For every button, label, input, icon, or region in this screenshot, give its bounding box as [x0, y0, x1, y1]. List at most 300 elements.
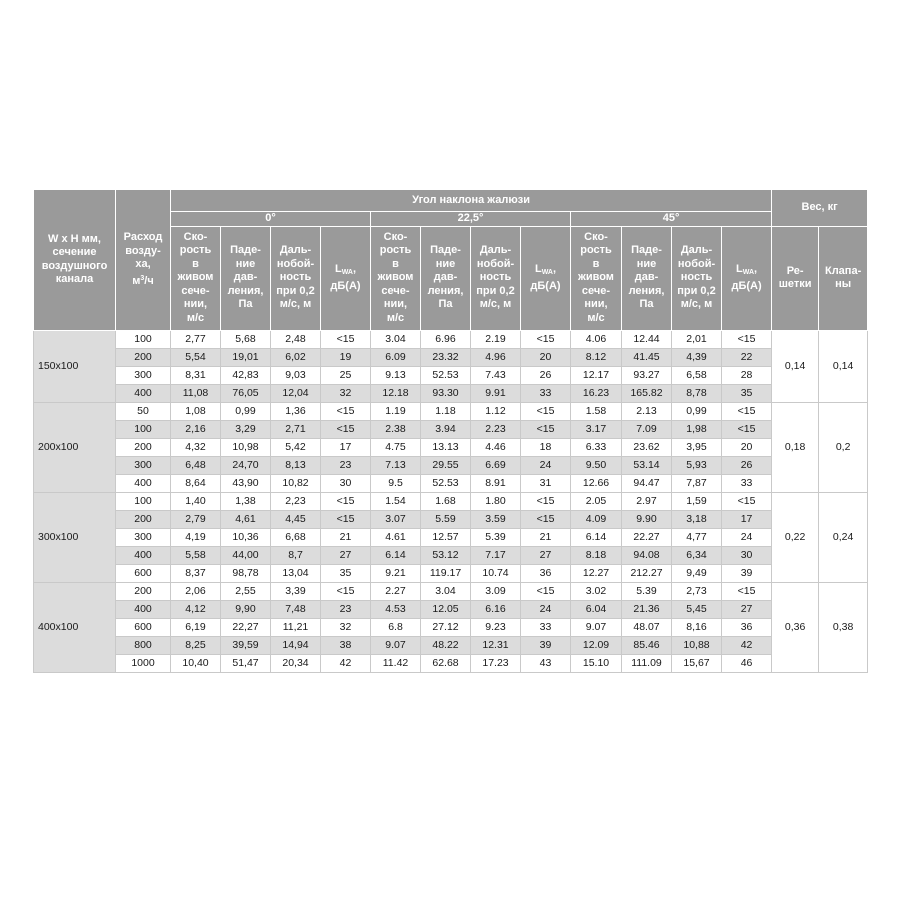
- header-weight-valves: Клапа- ны: [819, 226, 868, 330]
- table-cell: 8,13: [271, 456, 321, 474]
- table-cell: 94.08: [622, 546, 672, 564]
- table-cell: 4,12: [171, 600, 221, 618]
- table-cell: 1,40: [171, 492, 221, 510]
- cell-weight-valve: 0,24: [819, 492, 868, 582]
- table-row: [34, 654, 868, 672]
- table-cell: 30: [321, 474, 371, 492]
- table-cell: 9.13: [371, 366, 421, 384]
- cell-weight-valve: 0,2: [819, 402, 868, 492]
- table-cell: 4.09: [571, 510, 622, 528]
- table-cell: 1.58: [571, 402, 622, 420]
- table-cell: 10.74: [471, 564, 521, 582]
- table-cell: 7.17: [471, 546, 521, 564]
- table-cell: 5,93: [672, 456, 722, 474]
- table-cell: 1.68: [421, 492, 471, 510]
- table-cell: 6.14: [371, 546, 421, 564]
- table-cell: 3.04: [371, 330, 421, 348]
- table-cell: <15: [722, 420, 772, 438]
- cell-duct-size: 150x100: [34, 330, 116, 402]
- table-cell: 6.33: [571, 438, 622, 456]
- table-cell: 3.17: [571, 420, 622, 438]
- table-cell: 1,38: [221, 492, 271, 510]
- table-row: [34, 618, 868, 636]
- table-row: [34, 492, 868, 510]
- table-cell: 10,82: [271, 474, 321, 492]
- header-drop-22-5: Паде- ние дав- ления, Па: [421, 226, 471, 330]
- table-cell: 30: [722, 546, 772, 564]
- cell-weight-grille: 0,36: [772, 582, 819, 672]
- table-cell: 24: [722, 528, 772, 546]
- table-cell: 0,99: [672, 402, 722, 420]
- table-cell: 9.07: [371, 636, 421, 654]
- table-cell: 3.09: [471, 582, 521, 600]
- table-cell: 6.96: [421, 330, 471, 348]
- table-cell: 6,34: [672, 546, 722, 564]
- table-cell: 4,61: [221, 510, 271, 528]
- table-row: [34, 582, 868, 600]
- table-cell: 4.06: [571, 330, 622, 348]
- cell-airflow: 200: [116, 348, 171, 366]
- table-cell: <15: [321, 420, 371, 438]
- table-cell: 12.05: [421, 600, 471, 618]
- cell-airflow: 200: [116, 510, 171, 528]
- header-speed-45: Ско- рость в живом сече- нии, м/с: [571, 226, 622, 330]
- table-cell: 6.14: [571, 528, 622, 546]
- table-cell: 16.23: [571, 384, 622, 402]
- table-row: [34, 636, 868, 654]
- header-range-0: Даль- нобой- ность при 0,2 м/с, м: [271, 226, 321, 330]
- table-cell: 3.04: [421, 582, 471, 600]
- table-cell: 4,19: [171, 528, 221, 546]
- table-cell: 41.45: [622, 348, 672, 366]
- table-cell: 4.75: [371, 438, 421, 456]
- table-cell: 19: [321, 348, 371, 366]
- table-cell: <15: [722, 330, 772, 348]
- table-cell: 48.07: [622, 618, 672, 636]
- header-size: W x H мм, сечение воздушного канала: [34, 190, 116, 331]
- table-row: [34, 402, 868, 420]
- header-angle-45: 45°: [571, 212, 772, 227]
- table-cell: 6,19: [171, 618, 221, 636]
- table-cell: 1.18: [421, 402, 471, 420]
- table-cell: 5.39: [622, 582, 672, 600]
- header-range-45: Даль- нобой- ность при 0,2 м/с, м: [672, 226, 722, 330]
- table-cell: 1.54: [371, 492, 421, 510]
- table-cell: 8.91: [471, 474, 521, 492]
- table-cell: 8,78: [672, 384, 722, 402]
- table-cell: 9.90: [622, 510, 672, 528]
- table-cell: 7,48: [271, 600, 321, 618]
- table-cell: 53.14: [622, 456, 672, 474]
- table-cell: 8,37: [171, 564, 221, 582]
- table-cell: 10,98: [221, 438, 271, 456]
- table-cell: 20: [722, 438, 772, 456]
- table-cell: <15: [521, 402, 571, 420]
- table-cell: 32: [321, 384, 371, 402]
- cell-weight-grille: 0,18: [772, 402, 819, 492]
- table-cell: 2,71: [271, 420, 321, 438]
- table-cell: 7.09: [622, 420, 672, 438]
- cell-airflow: 400: [116, 384, 171, 402]
- cell-airflow: 100: [116, 330, 171, 348]
- table-cell: 21.36: [622, 600, 672, 618]
- header-drop-0: Паде- ние дав- ления, Па: [221, 226, 271, 330]
- table-cell: 2.23: [471, 420, 521, 438]
- table-header: [34, 190, 868, 331]
- table-cell: 5,58: [171, 546, 221, 564]
- table-cell: 1,98: [672, 420, 722, 438]
- table-cell: 7,87: [672, 474, 722, 492]
- table-cell: 4.46: [471, 438, 521, 456]
- table-cell: 12.17: [571, 366, 622, 384]
- table-cell: 6,02: [271, 348, 321, 366]
- cell-airflow: 400: [116, 546, 171, 564]
- table-cell: 93.27: [622, 366, 672, 384]
- table-cell: 52.53: [421, 474, 471, 492]
- cell-weight-valve: 0,14: [819, 330, 868, 402]
- table-cell: <15: [321, 402, 371, 420]
- table-cell: 2,55: [221, 582, 271, 600]
- table-cell: 9,03: [271, 366, 321, 384]
- cell-weight-grille: 0,22: [772, 492, 819, 582]
- table-cell: 1,36: [271, 402, 321, 420]
- table-cell: 8,16: [672, 618, 722, 636]
- table-cell: 5,54: [171, 348, 221, 366]
- table-cell: 62.68: [421, 654, 471, 672]
- cell-airflow: 300: [116, 528, 171, 546]
- table-cell: 3,18: [672, 510, 722, 528]
- table-cell: <15: [722, 402, 772, 420]
- table-cell: 93.30: [421, 384, 471, 402]
- cell-airflow: 1000: [116, 654, 171, 672]
- cell-airflow: 800: [116, 636, 171, 654]
- header-louver-angle: Угол наклона жалюзи: [171, 190, 772, 212]
- table-cell: 5.59: [421, 510, 471, 528]
- table-row: [34, 366, 868, 384]
- table-cell: 35: [722, 384, 772, 402]
- table-cell: 39: [722, 564, 772, 582]
- table-cell: 3.07: [371, 510, 421, 528]
- table-cell: 9.50: [571, 456, 622, 474]
- table-cell: 13.13: [421, 438, 471, 456]
- table-cell: 43,90: [221, 474, 271, 492]
- table-cell: 5,68: [221, 330, 271, 348]
- table-cell: 5,42: [271, 438, 321, 456]
- cell-airflow: 100: [116, 420, 171, 438]
- table-cell: 42: [321, 654, 371, 672]
- table-cell: <15: [521, 420, 571, 438]
- table-cell: <15: [521, 330, 571, 348]
- cell-airflow: 300: [116, 366, 171, 384]
- cell-airflow: 400: [116, 600, 171, 618]
- table-cell: 2.38: [371, 420, 421, 438]
- table-cell: 3.02: [571, 582, 622, 600]
- table-cell: 12.57: [421, 528, 471, 546]
- table-cell: 8,31: [171, 366, 221, 384]
- table-cell: 85.46: [622, 636, 672, 654]
- table-row: [34, 384, 868, 402]
- table-cell: 53.12: [421, 546, 471, 564]
- table-cell: 8,25: [171, 636, 221, 654]
- table-cell: 4.96: [471, 348, 521, 366]
- table-cell: 6,48: [171, 456, 221, 474]
- table-row: [34, 528, 868, 546]
- table-cell: 12.18: [371, 384, 421, 402]
- table-cell: <15: [521, 510, 571, 528]
- table-cell: 11.42: [371, 654, 421, 672]
- table-cell: 38: [321, 636, 371, 654]
- table-cell: 2.05: [571, 492, 622, 510]
- cell-airflow: 600: [116, 618, 171, 636]
- grille-performance-table: [33, 189, 868, 673]
- table-cell: 26: [521, 366, 571, 384]
- table-cell: 2,79: [171, 510, 221, 528]
- table-cell: 44,00: [221, 546, 271, 564]
- table-cell: 1.19: [371, 402, 421, 420]
- table-cell: 22,27: [221, 618, 271, 636]
- table-cell: 42,83: [221, 366, 271, 384]
- table-cell: 23: [321, 456, 371, 474]
- table-cell: 12,04: [271, 384, 321, 402]
- header-angle-0: 0°: [171, 212, 371, 227]
- table-cell: 2,77: [171, 330, 221, 348]
- table-cell: 24: [521, 600, 571, 618]
- table-cell: 0,99: [221, 402, 271, 420]
- table-cell: 2,73: [672, 582, 722, 600]
- header-weight: Вес, кг: [772, 190, 868, 227]
- table-cell: 23: [321, 600, 371, 618]
- table-cell: 32: [321, 618, 371, 636]
- table-cell: <15: [321, 582, 371, 600]
- table-cell: 39,59: [221, 636, 271, 654]
- table-cell: 119.17: [421, 564, 471, 582]
- table-cell: 6.8: [371, 618, 421, 636]
- table-cell: 11,21: [271, 618, 321, 636]
- table-cell: 6,58: [672, 366, 722, 384]
- table-cell: 23.32: [421, 348, 471, 366]
- table-cell: 4,39: [672, 348, 722, 366]
- table-cell: 12.31: [471, 636, 521, 654]
- header-airflow: Расход возду- ха, $м^3/ч$: [116, 190, 171, 331]
- table-cell: 15,67: [672, 654, 722, 672]
- table-cell: 51,47: [221, 654, 271, 672]
- table-cell: 28: [722, 366, 772, 384]
- table-cell: 9.91: [471, 384, 521, 402]
- table-cell: 6.69: [471, 456, 521, 474]
- table-cell: 22: [722, 348, 772, 366]
- table-row: [34, 348, 868, 366]
- table-body: [34, 330, 868, 672]
- table-cell: 8.18: [571, 546, 622, 564]
- table-cell: 2,06: [171, 582, 221, 600]
- table-cell: 33: [521, 384, 571, 402]
- cell-airflow: 100: [116, 492, 171, 510]
- table-cell: 212.27: [622, 564, 672, 582]
- table-cell: 31: [521, 474, 571, 492]
- table-cell: <15: [521, 582, 571, 600]
- header-noise-22-5: $L_{WA}$, дБ(А): [521, 226, 571, 330]
- table-cell: 9,90: [221, 600, 271, 618]
- table-cell: 165.82: [622, 384, 672, 402]
- table-cell: 12.44: [622, 330, 672, 348]
- table-cell: 3.59: [471, 510, 521, 528]
- table-cell: 13,04: [271, 564, 321, 582]
- cell-duct-size: 300x100: [34, 492, 116, 582]
- table-cell: 6,68: [271, 528, 321, 546]
- table-cell: 6.16: [471, 600, 521, 618]
- table-cell: 111.09: [622, 654, 672, 672]
- table-cell: <15: [521, 492, 571, 510]
- table-cell: 42: [722, 636, 772, 654]
- cell-duct-size: 200x100: [34, 402, 116, 492]
- table-cell: <15: [321, 510, 371, 528]
- table-cell: 4.61: [371, 528, 421, 546]
- header-noise-0: $L_{WA}$, дБ(А): [321, 226, 371, 330]
- table-cell: 27: [321, 546, 371, 564]
- table-cell: 23.62: [622, 438, 672, 456]
- header-range-22-5: Даль- нобой- ность при 0,2 м/с, м: [471, 226, 521, 330]
- table-cell: 10,40: [171, 654, 221, 672]
- cell-airflow: 50: [116, 402, 171, 420]
- table-cell: 33: [521, 618, 571, 636]
- table-cell: 10,88: [672, 636, 722, 654]
- table-cell: 33: [722, 474, 772, 492]
- header-speed-22-5: Ско- рость в живом сече- нии, м/с: [371, 226, 421, 330]
- table-cell: 19,01: [221, 348, 271, 366]
- table-cell: 11,08: [171, 384, 221, 402]
- table-cell: <15: [722, 582, 772, 600]
- table-row: [34, 420, 868, 438]
- table-cell: 2,01: [672, 330, 722, 348]
- table-cell: 3,29: [221, 420, 271, 438]
- table-cell: 12.27: [571, 564, 622, 582]
- table-cell: 24: [521, 456, 571, 474]
- table-cell: 27: [521, 546, 571, 564]
- table-cell: 17.23: [471, 654, 521, 672]
- table-cell: 5.39: [471, 528, 521, 546]
- table-cell: 2.13: [622, 402, 672, 420]
- header-angle-22-5: 22,5°: [371, 212, 571, 227]
- table-cell: 29.55: [421, 456, 471, 474]
- table-cell: 8.12: [571, 348, 622, 366]
- table-cell: 12.09: [571, 636, 622, 654]
- table-cell: 7.43: [471, 366, 521, 384]
- table-cell: 4.53: [371, 600, 421, 618]
- table-cell: 15.10: [571, 654, 622, 672]
- table-cell: 5,45: [672, 600, 722, 618]
- table-cell: 52.53: [421, 366, 471, 384]
- table-cell: 7.13: [371, 456, 421, 474]
- table-cell: 24,70: [221, 456, 271, 474]
- table-row: [34, 474, 868, 492]
- table-cell: 36: [521, 564, 571, 582]
- table-cell: 48.22: [421, 636, 471, 654]
- table-cell: 9.21: [371, 564, 421, 582]
- table-cell: 98,78: [221, 564, 271, 582]
- table-cell: 25: [321, 366, 371, 384]
- table-row: [34, 564, 868, 582]
- header-noise-45: $L_{WA}$, дБ(А): [722, 226, 772, 330]
- table-cell: 26: [722, 456, 772, 474]
- table-cell: <15: [722, 492, 772, 510]
- header-drop-45: Паде- ние дав- ления, Па: [622, 226, 672, 330]
- table-cell: 17: [321, 438, 371, 456]
- table-cell: 10,36: [221, 528, 271, 546]
- table-cell: 2,23: [271, 492, 321, 510]
- data-table-container: [33, 189, 868, 673]
- table-cell: 9.23: [471, 618, 521, 636]
- table-cell: 6.09: [371, 348, 421, 366]
- table-cell: 94.47: [622, 474, 672, 492]
- table-cell: 1,08: [171, 402, 221, 420]
- table-cell: 2,48: [271, 330, 321, 348]
- cell-duct-size: 400x100: [34, 582, 116, 672]
- table-cell: 27.12: [421, 618, 471, 636]
- cell-airflow: 200: [116, 438, 171, 456]
- table-cell: 36: [722, 618, 772, 636]
- table-cell: 35: [321, 564, 371, 582]
- cell-airflow: 300: [116, 456, 171, 474]
- table-cell: 27: [722, 600, 772, 618]
- table-cell: 2,16: [171, 420, 221, 438]
- header-weight-grilles: Ре- шетки: [772, 226, 819, 330]
- table-cell: 20,34: [271, 654, 321, 672]
- table-cell: 2.27: [371, 582, 421, 600]
- table-row: [34, 510, 868, 528]
- table-cell: 4,45: [271, 510, 321, 528]
- cell-airflow: 200: [116, 582, 171, 600]
- table-cell: 3,95: [672, 438, 722, 456]
- header-speed-0: Ско- рость в живом сече- нии, м/с: [171, 226, 221, 330]
- table-cell: 22.27: [622, 528, 672, 546]
- table-cell: 3,39: [271, 582, 321, 600]
- cell-airflow: 400: [116, 474, 171, 492]
- cell-weight-grille: 0,14: [772, 330, 819, 402]
- table-cell: 4,77: [672, 528, 722, 546]
- table-cell: <15: [321, 330, 371, 348]
- table-cell: <15: [321, 492, 371, 510]
- table-cell: 21: [521, 528, 571, 546]
- table-cell: 76,05: [221, 384, 271, 402]
- cell-airflow: 600: [116, 564, 171, 582]
- table-cell: 2.19: [471, 330, 521, 348]
- table-cell: 43: [521, 654, 571, 672]
- table-cell: 9.07: [571, 618, 622, 636]
- table-cell: 21: [321, 528, 371, 546]
- table-cell: 1.80: [471, 492, 521, 510]
- table-cell: 2.97: [622, 492, 672, 510]
- table-cell: 1,59: [672, 492, 722, 510]
- table-cell: 6.04: [571, 600, 622, 618]
- table-cell: 3.94: [421, 420, 471, 438]
- table-row: [34, 438, 868, 456]
- table-cell: 8,7: [271, 546, 321, 564]
- table-cell: 39: [521, 636, 571, 654]
- table-cell: 9.5: [371, 474, 421, 492]
- table-cell: 46: [722, 654, 772, 672]
- table-cell: 1.12: [471, 402, 521, 420]
- table-cell: 14,94: [271, 636, 321, 654]
- table-cell: 9,49: [672, 564, 722, 582]
- table-cell: 4,32: [171, 438, 221, 456]
- table-row: [34, 456, 868, 474]
- table-row: [34, 546, 868, 564]
- table-row: [34, 600, 868, 618]
- table-cell: 12.66: [571, 474, 622, 492]
- table-cell: 17: [722, 510, 772, 528]
- table-cell: 20: [521, 348, 571, 366]
- table-row: [34, 330, 868, 348]
